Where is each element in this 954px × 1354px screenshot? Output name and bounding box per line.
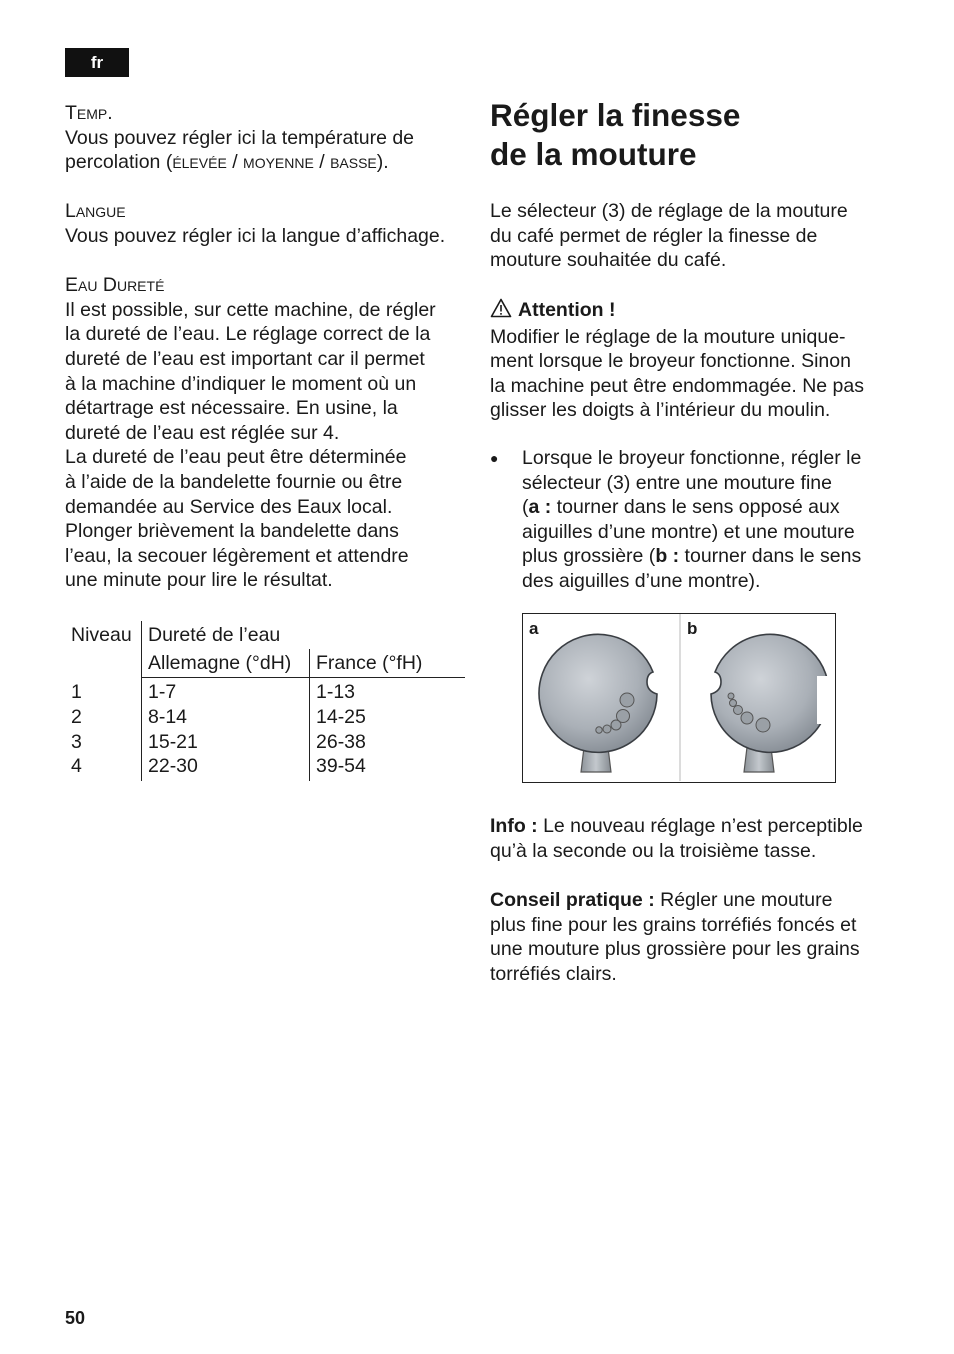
warning-triangle-icon bbox=[490, 298, 512, 325]
info-line2: qu’à la seconde ou la troisième tasse. bbox=[490, 839, 817, 862]
attention-label: Attention ! bbox=[518, 299, 616, 321]
water-hardness-table bbox=[65, 621, 465, 781]
intro-line: mouture souhaitée du café. bbox=[490, 249, 727, 272]
attention-line: ment lorsque le broyeur fonctionne. Sinon bbox=[490, 350, 851, 373]
eau-line: La dureté de l’eau peut être déterminée bbox=[65, 446, 407, 469]
bullet-line5-post: tourner dans le sens bbox=[679, 545, 862, 568]
grinder-dial-figure bbox=[522, 613, 836, 783]
table-france: 39-54 bbox=[316, 755, 366, 777]
attention-heading bbox=[490, 298, 890, 325]
page-title bbox=[490, 96, 890, 174]
bullet-block bbox=[490, 446, 890, 594]
temp-heading: Temp. bbox=[65, 102, 113, 124]
info-block bbox=[490, 814, 890, 863]
attention-line: la machine peut être endommagée. Ne pas bbox=[490, 374, 864, 397]
table-france: 1-13 bbox=[316, 681, 356, 703]
eau-line: détartrage est nécessaire. En usine, la bbox=[65, 397, 398, 420]
figure-label-b: b bbox=[687, 619, 698, 638]
eau-line: la dureté de l’eau. Le réglage correct de la bbox=[65, 323, 431, 346]
key-b: b : bbox=[655, 545, 680, 568]
bullet-line bbox=[522, 544, 890, 569]
eau-line: dureté de l’eau est réglée sur 4. bbox=[65, 421, 340, 444]
temp-line2-pre: percolation ( bbox=[65, 151, 173, 174]
attention-line: Modifier le réglage de la mouture unique- bbox=[490, 325, 846, 348]
eau-line: l’eau, la secouer légèrement et attendre bbox=[65, 544, 409, 567]
conseil-text1: Régler une mouture bbox=[654, 889, 833, 911]
conseil-block bbox=[490, 888, 890, 986]
eau-line: dureté de l’eau est important car il permet bbox=[65, 347, 425, 370]
info-text1: Le nouveau réglage n’est perceptible bbox=[537, 815, 863, 837]
bullet-line: des aiguilles d’une montre). bbox=[522, 569, 761, 592]
table-germany: 8-14 bbox=[148, 706, 188, 728]
bullet-line: sélecteur (3) entre une mouture fine bbox=[522, 471, 833, 494]
eau-section bbox=[65, 273, 465, 593]
table-level: 2 bbox=[71, 706, 82, 728]
temp-text-line1: Vous pouvez régler ici la température de bbox=[65, 126, 415, 149]
eau-heading: Eau Dureté bbox=[65, 274, 165, 297]
bullet-line bbox=[522, 495, 890, 520]
conseil-line: plus fine pour les grains torréfiés foncés et bbox=[490, 913, 857, 936]
header-france: France (°fH) bbox=[316, 652, 423, 674]
eau-line: Il est possible, sur cette machine, de régler bbox=[65, 298, 436, 321]
bullet-line5-pre: plus grossière ( bbox=[522, 545, 656, 568]
attention-block bbox=[490, 298, 890, 423]
info-label: Info : bbox=[490, 815, 538, 837]
eau-line: Plonger brièvement la bandelette dans bbox=[65, 520, 399, 543]
dial-a bbox=[539, 634, 657, 772]
grinder-dial-illustration bbox=[523, 614, 835, 782]
list-item bbox=[490, 446, 890, 594]
eau-line: à l’aide de la bandelette fournie ou être bbox=[65, 470, 403, 493]
intro-line: Le sélecteur (3) de réglage de la mouture bbox=[490, 200, 848, 222]
conseil-line: torréfiés clairs. bbox=[490, 962, 617, 985]
table-divider bbox=[309, 649, 310, 781]
langue-heading: Langue bbox=[65, 200, 126, 223]
bullet-line: Lorsque le broyeur fonctionne, régler le bbox=[522, 447, 862, 469]
eau-line: demandée au Service des Eaux local. bbox=[65, 495, 393, 518]
intro-line: du café permet de régler la finesse de bbox=[490, 224, 818, 247]
title-line2: de la mouture bbox=[490, 136, 697, 172]
bullet-line3-post: tourner dans le sens opposé aux bbox=[551, 496, 840, 519]
language-tab: fr bbox=[65, 48, 129, 77]
temp-options: élevée / moyenne / basse bbox=[172, 151, 377, 174]
temp-section bbox=[65, 101, 465, 175]
conseil-line: une mouture plus grossière pour les grains bbox=[490, 938, 860, 961]
table-france: 14-25 bbox=[316, 706, 366, 728]
table-germany: 1-7 bbox=[148, 681, 177, 703]
title-line1: Régler la finesse bbox=[490, 97, 741, 133]
langue-section bbox=[65, 199, 465, 248]
header-hardness: Dureté de l’eau bbox=[148, 624, 281, 646]
conseil-label: Conseil pratique : bbox=[490, 889, 655, 911]
bullet-dot: ● bbox=[490, 450, 499, 466]
table-divider bbox=[141, 621, 142, 781]
dial-b bbox=[711, 634, 835, 772]
intro-block bbox=[490, 199, 890, 273]
page-number: 50 bbox=[65, 1308, 86, 1328]
table-level: 4 bbox=[71, 755, 82, 777]
info-line1 bbox=[490, 814, 890, 839]
table-rule bbox=[141, 677, 465, 678]
table-france: 26-38 bbox=[316, 731, 366, 753]
attention-line: glisser les doigts à l’intérieur du moulin. bbox=[490, 399, 831, 422]
table-germany: 15-21 bbox=[148, 731, 198, 753]
temp-text-line2 bbox=[65, 150, 465, 175]
table-level: 1 bbox=[71, 681, 82, 703]
header-level: Niveau bbox=[71, 624, 132, 646]
key-a: a : bbox=[528, 496, 552, 519]
table-germany: 22-30 bbox=[148, 755, 198, 777]
table-level: 3 bbox=[71, 731, 82, 753]
left-column bbox=[65, 101, 465, 593]
bullet-line: aiguilles d’une montre) et une mouture bbox=[522, 520, 855, 543]
bullet-line3-pre: ( bbox=[522, 496, 529, 519]
temp-line2-post: ). bbox=[376, 151, 389, 174]
header-germany: Allemagne (°dH) bbox=[148, 652, 292, 674]
conseil-line1 bbox=[490, 888, 890, 913]
eau-line: une minute pour lire le résultat. bbox=[65, 569, 333, 592]
eau-line: à la machine d’indiquer le moment où un bbox=[65, 372, 417, 395]
langue-text: Vous pouvez régler ici la langue d’affichage. bbox=[65, 224, 446, 247]
figure-label-a: a bbox=[529, 619, 539, 638]
